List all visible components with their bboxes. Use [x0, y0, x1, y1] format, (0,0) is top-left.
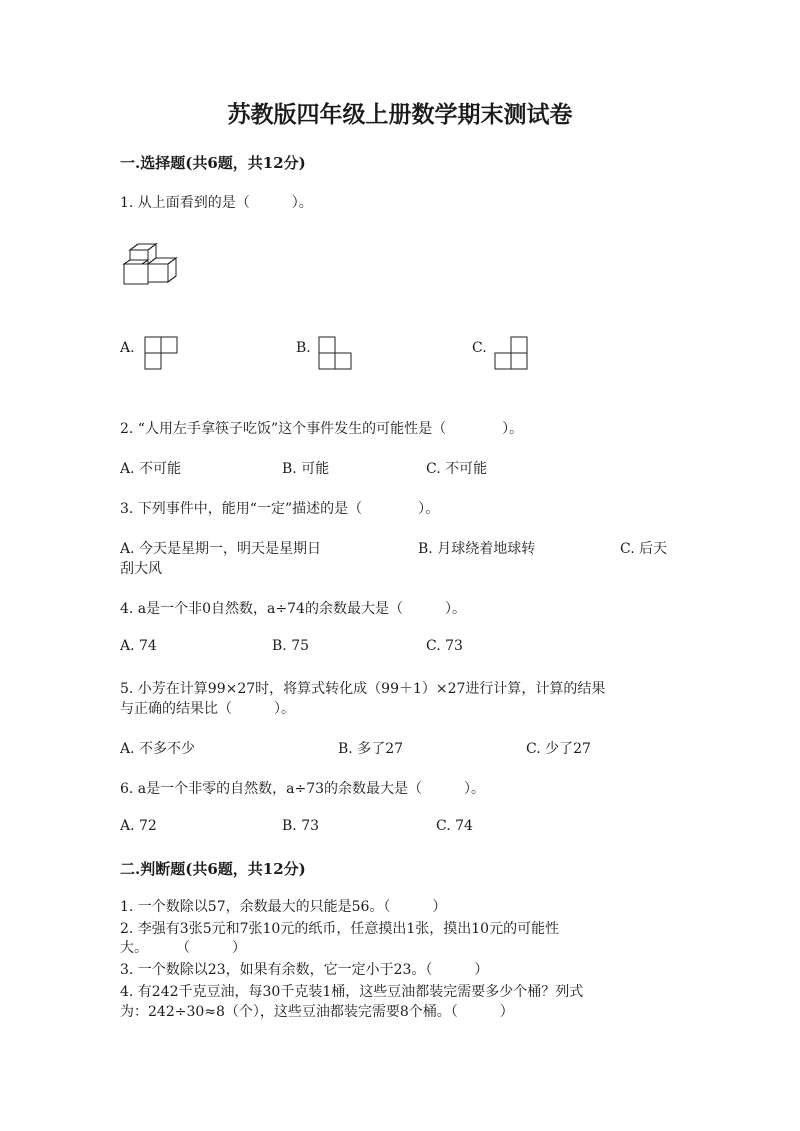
q1-option-b: B. [296, 340, 311, 356]
q5-option-b: B. 多了27 [338, 741, 404, 757]
q6-option-a: A. 72 [120, 818, 157, 834]
q1-option-a: A. [120, 340, 135, 356]
q6-option-c: C. 74 [436, 818, 473, 834]
q6-option-b: B. 73 [282, 818, 320, 834]
q1-option-a-shape [144, 336, 178, 370]
judgment-line: 大。 （ ） [120, 940, 246, 956]
question-4-stem: 4. a是一个非0自然数，a÷74的余数最大是（ ）。 [120, 601, 466, 617]
q4-option-a: A. 74 [120, 638, 157, 654]
question-2-stem: 2. “人用左手拿筷子吃饭”这个事件发生的可能性是（ ）。 [120, 421, 524, 437]
judgment-line: 2. 李强有3张5元和7张10元的纸币，任意摸出1张，摸出10元的可能性 [120, 921, 560, 937]
judgment-line: 4. 有242千克豆油，每30千克装1桶，这些豆油都装完需要多少个桶？列式 [120, 984, 584, 1000]
question-1-stem: 1. 从上面看到的是（ ）。 [120, 195, 313, 211]
cubes-figure [118, 240, 182, 290]
question-5-stem: 5. 小芳在计算99×27时，将算式转化成（99＋1）×27进行计算，计算的结果 [120, 681, 606, 697]
q2-option-b: B. 可能 [282, 461, 330, 477]
section-heading-judgment: 二.判断题(共6题，共12分) [120, 860, 306, 878]
section-heading-choice: 一.选择题(共6题，共12分) [120, 154, 306, 172]
q4-option-b: B. 75 [272, 638, 310, 654]
q5-option-c: C. 少了27 [526, 741, 591, 757]
q3-option-c-wrap: 刮大风 [120, 561, 162, 577]
question-3-stem: 3. 下列事件中，能用“一定”描述的是（ ）。 [120, 501, 440, 517]
q2-option-a: A. 不可能 [120, 461, 182, 477]
question-6-stem: 6. a是一个非零的自然数，a÷73的余数最大是（ ）。 [120, 781, 486, 797]
judgment-line: 为：242÷30≈8（个），这些豆油都装完需要8个桶。（ ） [120, 1004, 514, 1020]
judgment-line: 3. 一个数除以23，如果有余数，它一定小于23。（ ） [120, 962, 489, 978]
q3-option-a: A. 今天是星期一，明天是星期日 [120, 541, 322, 557]
q3-option-c: C. 后天 [620, 541, 668, 557]
q2-option-c: C. 不可能 [426, 461, 488, 477]
question-5-stem-line2: 与正确的结果比（ ）。 [120, 701, 295, 717]
q1-option-b-shape [318, 336, 352, 370]
q1-option-c-shape [494, 336, 528, 370]
q3-option-b: B. 月球绕着地球转 [418, 541, 536, 557]
q5-option-a: A. 不多不少 [120, 741, 196, 757]
q1-option-c: C. [472, 340, 487, 356]
judgment-line: 1. 一个数除以57，余数最大的只能是56。（ ） [120, 899, 447, 915]
q4-option-c: C. 73 [426, 638, 463, 654]
page-title: 苏教版四年级上册数学期末测试卷 [227, 101, 573, 128]
